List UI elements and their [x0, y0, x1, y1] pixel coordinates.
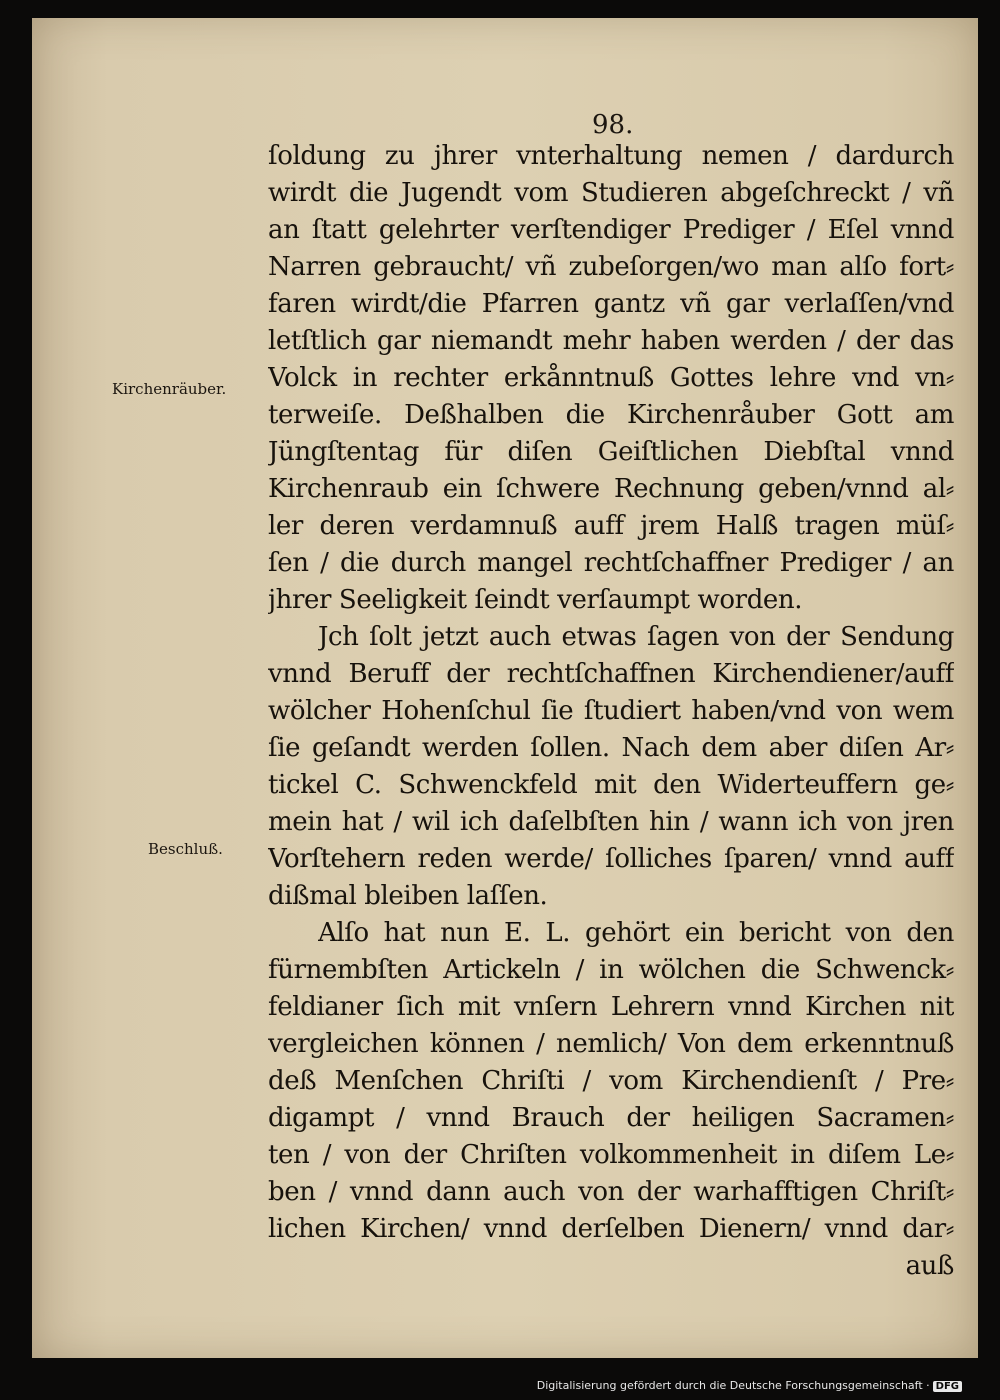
- digitization-footer: [537, 1379, 962, 1392]
- text-line-7: Volck in rechter erkånntnuß Gottes lehre vnd vn⸗: [268, 363, 954, 393]
- text-line-24: feldianer ſich mit vnſern Lehrern vnnd Kirchen nit: [268, 992, 954, 1022]
- text-line-18: tickel C. Schwenckfeld mit den Widerteuffern ge⸗: [268, 770, 954, 800]
- text-line-1: ſoldung zu jhrer vnterhaltung nemen / dardurch: [268, 141, 954, 171]
- text-line-9: Jüngſtentag für diſen Geiſtlichen Diebſtal vnnd: [268, 437, 954, 467]
- text-line-25: vergleichen können / nemlich/ Von dem erkenntnuß: [268, 1029, 954, 1059]
- text-line-23: fürnembſten Artickeln / in wölchen die Schwenck⸗: [268, 955, 954, 985]
- text-line-21: dißmal bleiben laſſen.: [268, 881, 548, 911]
- text-line-11: ler deren verdamnuß auff jrem Halß tragen müſ⸗: [268, 511, 954, 541]
- text-line-4: Narren gebraucht/ vñ zubeſorgen/wo man alſo fort⸗: [268, 252, 954, 282]
- text-line-16: wölcher Hohenſchul ſie ſtudiert haben/vnd von wem: [268, 696, 954, 726]
- text-line-10: Kirchenraub ein ſchwere Rechnung geben/vnnd al⸗: [268, 474, 954, 504]
- footer-text: Digitalisierung gefördert durch die Deutsche Forschungsgemeinschaft ·: [536, 1379, 930, 1392]
- text-line-17: ſie geſandt werden ſollen. Nach dem aber diſen Ar⸗: [268, 733, 954, 763]
- marginal-note-beschluss: Beschluß.: [148, 840, 223, 858]
- text-line-30: lichen Kirchen/ vnnd derſelben Dienern/ vnnd dar⸗: [268, 1214, 954, 1244]
- text-line-20: Vorſtehern reden werde/ ſolliches ſparen/ vnnd auff: [268, 844, 954, 874]
- text-line-15: vnnd Beruff der rechtſchaffnen Kirchendiener/auff: [268, 659, 954, 689]
- page-number: 98.: [592, 110, 634, 140]
- text-line-29: ben / vnnd dann auch von der warhafftigen Chriſt⸗: [268, 1177, 954, 1207]
- marginal-note-kirchenraeuber: Kirchenräuber.: [112, 380, 227, 398]
- text-line-13: jhrer Seeligkeit ſeindt verſaumpt worden.: [268, 585, 803, 615]
- text-line-27: digampt / vnnd Brauch der heiligen Sacramen⸗: [268, 1103, 954, 1133]
- text-line-2: wirdt die Jugendt vom Studieren abgeſchreckt / vñ: [268, 178, 954, 208]
- text-line-26: deß Menſchen Chriſti / vom Kirchendienſt / Pre⸗: [268, 1066, 954, 1096]
- text-line-12: ſen / die durch mangel rechtſchaffner Prediger / an: [268, 548, 954, 578]
- dfg-logo: DFG: [933, 1381, 962, 1392]
- text-line-5: faren wirdt/die Pfarren gantz vñ gar verlaſſen/vnd: [268, 289, 954, 319]
- text-line-8: terweiſe. Deßhalben die Kirchenråuber Gott am: [268, 400, 954, 430]
- text-line-14: Jch ſolt jetzt auch etwas ſagen von der Sendung: [318, 622, 954, 652]
- text-line-19: mein hat / wil ich daſelbſten hin / wann ich von jren: [268, 807, 954, 837]
- text-line-28: ten / von der Chriſten volkommenheit in diſem Le⸗: [268, 1140, 954, 1170]
- text-line-3: an ſtatt gelehrter verſtendiger Prediger / Eſel vnnd: [268, 215, 954, 245]
- catchword: auß: [905, 1251, 954, 1281]
- text-line-22: Alſo hat nun E. L. gehört ein bericht von den: [318, 918, 954, 948]
- text-line-6: letſtlich gar niemandt mehr haben werden / der das: [268, 326, 954, 356]
